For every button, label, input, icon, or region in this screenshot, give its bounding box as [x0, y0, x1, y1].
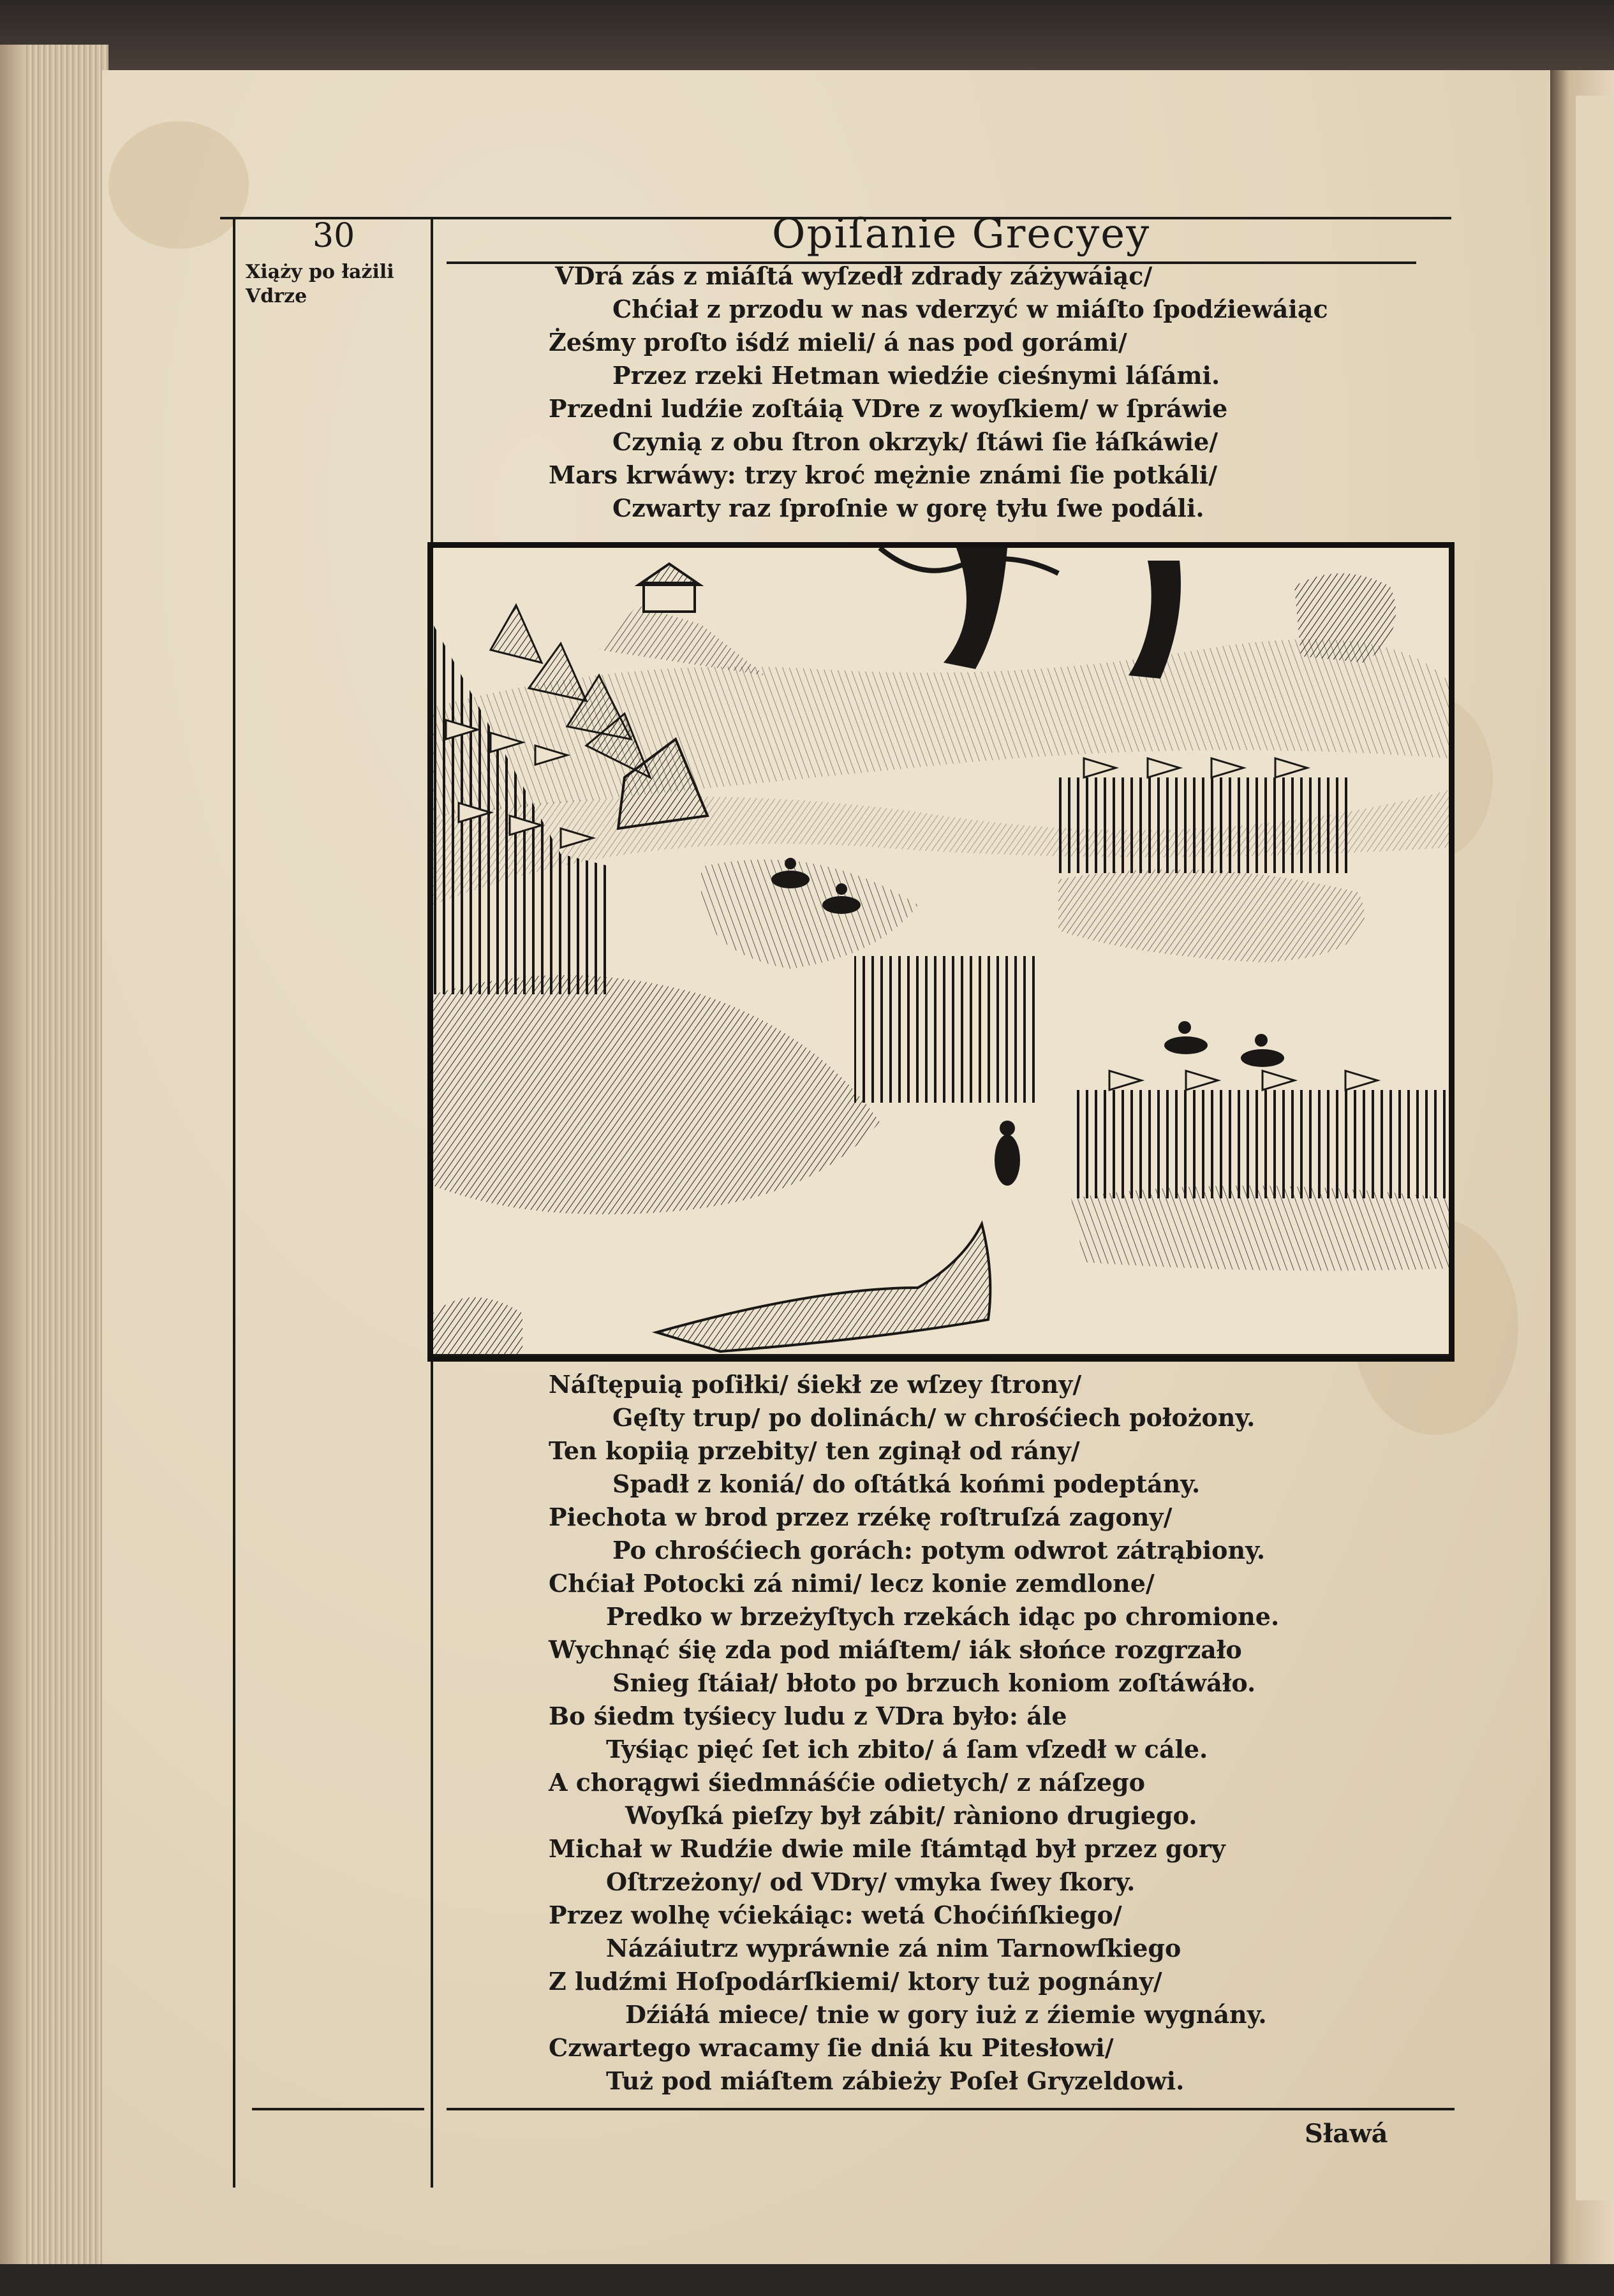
verse-line: Przedni ludźie zoſtáią VDre z woyſkiem/ w ſpráwie [549, 394, 1228, 423]
verse-line: Gęſty trup/ po dolinách/ w chrośćiech położony. [612, 1403, 1255, 1432]
verse-line: Chćiał Potocki zá nimi/ lecz konie zemdlone/ [549, 1569, 1155, 1598]
verse-line: Czynią z obu ſtron okrzyk/ ſtáwi ſie łáſkáwie/ [612, 427, 1218, 456]
verse-line: A chorągwi śiedmnáśćie odietych/ z náſzego [549, 1768, 1145, 1797]
catchword: Sławá [1305, 2119, 1388, 2149]
verse-line: Przez rzeki Hetman wiedźie cieśnymi láſámi. [612, 361, 1220, 390]
margin-note-line: Vdrze [246, 285, 307, 307]
verse-line: Bo śiedm tyśiecy ludu z VDra było: ále [549, 1702, 1067, 1730]
margin-note [246, 260, 431, 309]
verse-line: VDrá zás z miáſtá wyſzedł zdrady záżywáiąc/ [555, 261, 1153, 290]
verse-line: Názáiutrz wypráwnie zá nim Tarnowſkiego [606, 1934, 1181, 1962]
verse-line: Przez wolhę vćiekáiąc: wetá Choćińſkiego/ [549, 1901, 1122, 1929]
book-binding-bottom [0, 2264, 1614, 2296]
verse-line: Z ludźmi Hoſpodárſkiemi/ ktory tuż pognány/ [549, 1967, 1162, 1996]
left-margin-rule [233, 217, 235, 2188]
verse-line: Náſtępuią poſiłki/ śiekł ze wſzey ſtrony/ [549, 1370, 1082, 1399]
verse-line: Czwarty raz ſproſnie w gorę tyłu ſwe podáli. [612, 494, 1204, 522]
verse-line: Predko w brzeżyſtych rzekách idąc po chromione. [606, 1602, 1280, 1631]
margin-note-line: Xiąży po łażili [246, 261, 394, 283]
verse-line: Dźiáłá miece/ tnie w gory iuż z źiemie wygnány. [625, 2000, 1267, 2029]
verse-line: Tyśiąc pięć ſet ich zbito/ á ſam vſzedł w cále. [606, 1735, 1208, 1763]
verse-line: Po chrośćiech gorách: potym odwrot zátrąbiony. [612, 1536, 1266, 1564]
verse-line: Czwartego wracamy ſie dniá ku Pitesłowi/ [549, 2033, 1114, 2062]
verse-line: Spadł z koniá/ do oſtátká końmi podeptány. [612, 1469, 1201, 1498]
text-bottom-rule [447, 2108, 1455, 2110]
verse-line: Woyſká pieſzy był zábit/ ràniono drugiego. [625, 1801, 1197, 1830]
verse-line: Żeśmy proſto iśdź mieli/ á nas pod gorámi/ [549, 328, 1127, 357]
verse-line: Piechota w brod przez rzékę roſtruſzá zagony/ [549, 1503, 1173, 1531]
verse-line: Oſtrzeżony/ od VDry/ vmyka ſwey ſkory. [606, 1867, 1136, 1896]
page-number: 30 [313, 217, 355, 255]
page-edges [0, 45, 108, 2264]
verse-line: Mars krwáwy: trzy kroć mężnie známi ſie potkáli/ [549, 460, 1218, 489]
facing-page-edge [1550, 70, 1614, 2264]
verse-line: Michał w Rudźie dwie mile ſtámtąd był przez gory [549, 1834, 1225, 1863]
verse-line: Snieg ſtáiał/ błoto po brzuch koniom zoſtáwáło. [612, 1668, 1256, 1697]
margin-bottom-rule [252, 2108, 424, 2110]
woodcut-illustration [427, 542, 1455, 1362]
verse-line: Wychnąć śię zda pod miáſtem/ iák słońce rozgrzało [549, 1635, 1242, 1664]
book-binding-top [0, 0, 1614, 70]
verse-line: Chćiał z przodu w nas vderzyć w miáſto ſpodźiewáiąc [612, 295, 1328, 323]
verse-line: Ten kopiią przebity/ ten zginął od rány/ [549, 1436, 1080, 1465]
running-title: Opiſanie Grecyey [772, 210, 1151, 258]
verse-line: Tuż pod miáſtem zábieży Poſeł Gryzeldowi. [606, 2066, 1185, 2095]
